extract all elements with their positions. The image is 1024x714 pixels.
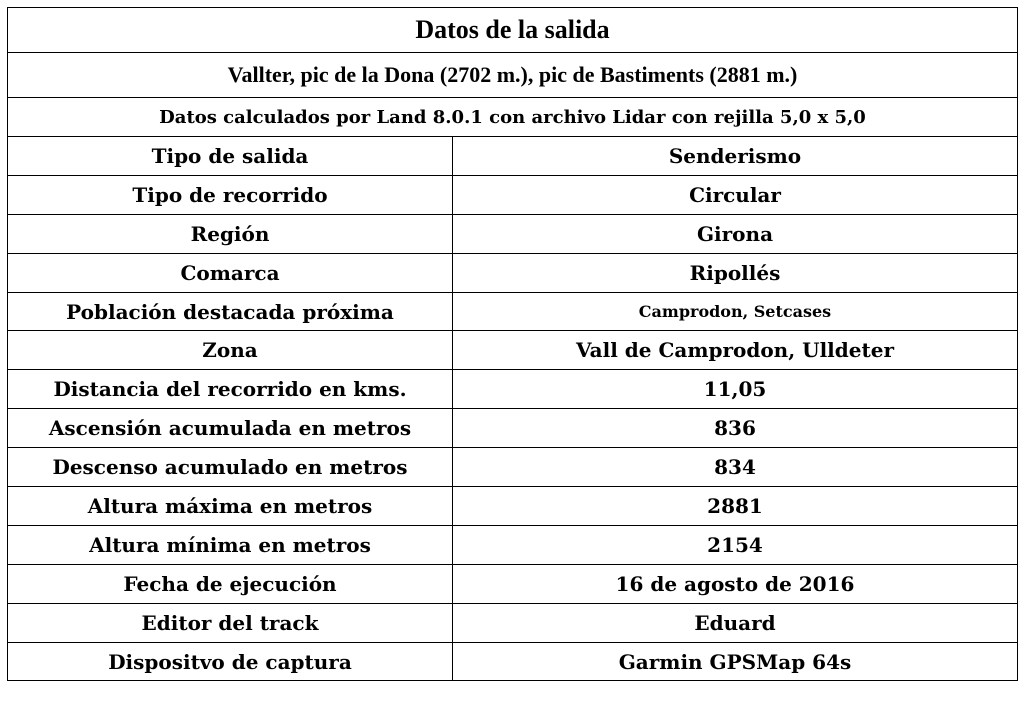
- row-label: Fecha de ejecución: [8, 564, 453, 603]
- table-row: [8, 175, 1018, 214]
- table-row: [8, 370, 1018, 409]
- row-value: 834: [453, 448, 1018, 487]
- table-row: [8, 214, 1018, 253]
- row-value: Girona: [453, 214, 1018, 253]
- row-label: Región: [8, 214, 453, 253]
- row-label: Altura máxima en metros: [8, 487, 453, 526]
- table-row: [8, 409, 1018, 448]
- row-value: 2154: [453, 525, 1018, 564]
- note-row: [8, 98, 1018, 137]
- row-value: Ripollés: [453, 253, 1018, 292]
- route-name: Vallter, pic de la Dona (2702 m.), pic de Bastiments (2881 m.): [8, 53, 1018, 98]
- row-value: 2881: [453, 487, 1018, 526]
- row-label: Tipo de recorrido: [8, 175, 453, 214]
- row-label: Zona: [8, 331, 453, 370]
- row-label: Comarca: [8, 253, 453, 292]
- table-row: [8, 292, 1018, 331]
- row-label: Tipo de salida: [8, 137, 453, 176]
- table-row: [8, 603, 1018, 642]
- table-row: [8, 448, 1018, 487]
- row-value: Camprodon, Setcases: [453, 292, 1018, 331]
- row-value: Garmin GPSMap 64s: [453, 642, 1018, 681]
- table-row: [8, 253, 1018, 292]
- trip-data-sheet: [7, 7, 1017, 681]
- row-value: Eduard: [453, 603, 1018, 642]
- table-row: [8, 525, 1018, 564]
- table-row: [8, 564, 1018, 603]
- row-value: 11,05: [453, 370, 1018, 409]
- row-label: Población destacada próxima: [8, 292, 453, 331]
- row-label: Descenso acumulado en metros: [8, 448, 453, 487]
- table-row: [8, 642, 1018, 681]
- row-label: Distancia del recorrido en kms.: [8, 370, 453, 409]
- table-row: [8, 137, 1018, 176]
- row-value: 16 de agosto de 2016: [453, 564, 1018, 603]
- row-label: Dispositvo de captura: [8, 642, 453, 681]
- table-row: [8, 331, 1018, 370]
- row-value: 836: [453, 409, 1018, 448]
- row-value: Senderismo: [453, 137, 1018, 176]
- row-value: Vall de Camprodon, Ulldeter: [453, 331, 1018, 370]
- table-title: Datos de la salida: [8, 8, 1018, 53]
- row-label: Altura mínima en metros: [8, 525, 453, 564]
- row-label: Ascensión acumulada en metros: [8, 409, 453, 448]
- row-label: Editor del track: [8, 603, 453, 642]
- title-row: [8, 8, 1018, 53]
- trip-data-table: [7, 7, 1018, 681]
- row-value: Circular: [453, 175, 1018, 214]
- route-row: [8, 53, 1018, 98]
- table-row: [8, 487, 1018, 526]
- data-source-note: Datos calculados por Land 8.0.1 con archivo Lidar con rejilla 5,0 x 5,0: [8, 98, 1018, 137]
